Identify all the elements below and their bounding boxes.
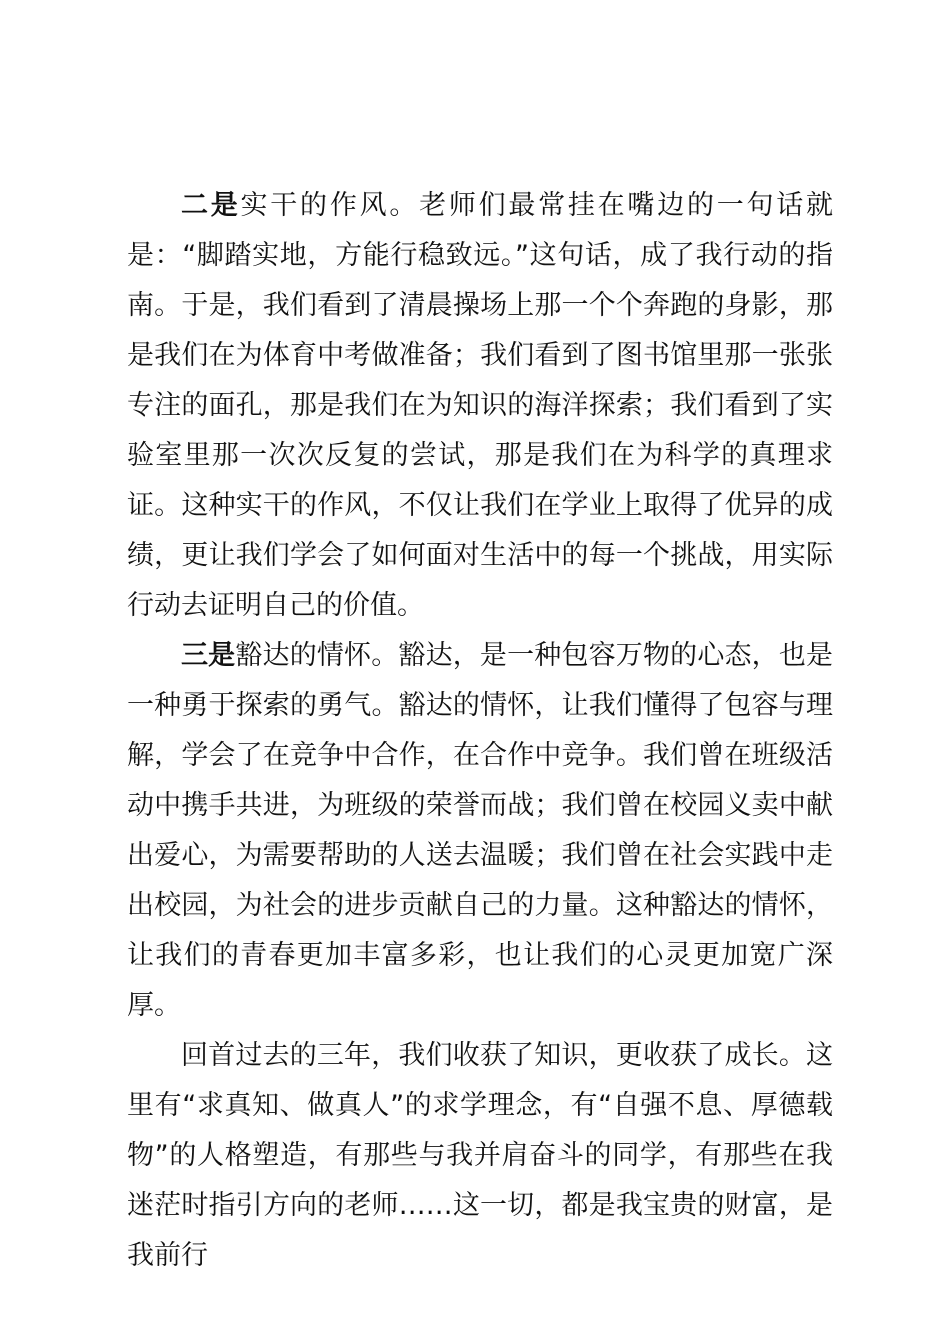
document-body xyxy=(127,181,833,1281)
paragraph-practical-style xyxy=(127,181,833,631)
paragraph-text: 实干的作风。老师们最常挂在嘴边的一句话就是：“脚踏实地，方能行稳致远。”这句话，成了我行动的指南。于是，我们看到了清晨操场上那一个个奔跑的身影，那是我们在为体育中考做准备；我们看到了图书馆里那一张张专注的面孔，那是我们在为知识的海洋探索；我们看到了实验室里那一次次反复的尝试，那是我们在为科学的真理求证。这种实干的作风，不仅让我们在学业上取得了优异的成绩，更让我们学会了如何面对生活中的每一个挑战，用实际行动去证明自己的价值。 xyxy=(127,190,834,621)
paragraph-lead: 三是 xyxy=(181,640,236,671)
paragraph-open-mind xyxy=(127,631,833,1031)
paragraph-lead: 二是 xyxy=(181,190,241,221)
paragraph-looking-back xyxy=(127,1031,833,1281)
paragraph-text: 豁达的情怀。豁达，是一种包容万物的心态，也是一种勇于探索的勇气。豁达的情怀，让我们懂得了包容与理解，学会了在竞争中合作，在合作中竞争。我们曾在班级活动中携手共进，为班级的荣誉而战；我们曾在校园义卖中献出爱心，为需要帮助的人送去温暖；我们曾在社会实践中走出校园，为社会的进步贡献自己的力量。这种豁达的情怀，让我们的青春更加丰富多彩，也让我们的心灵更加宽广深厚。 xyxy=(127,640,834,1021)
paragraph-text: 回首过去的三年，我们收获了知识，更收获了成长。这里有“求真知、做真人”的求学理念，有“自强不息、厚德载物”的人格塑造，有那些与我并肩奋斗的同学，有那些在我迷茫时指引方向的老师……这一切，都是我宝贵的财富，是我前行 xyxy=(127,1040,833,1271)
